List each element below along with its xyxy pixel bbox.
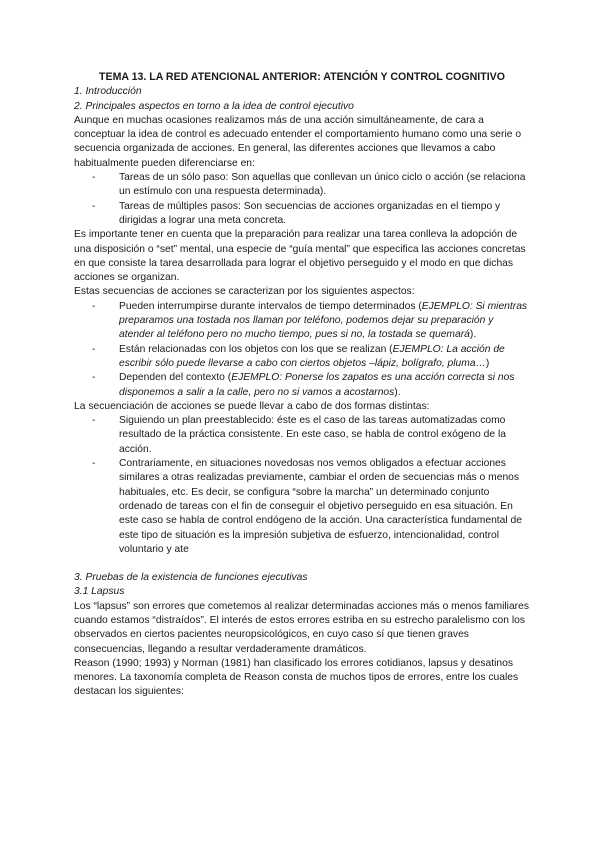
- list-item: - Pueden interrumpirse durante intervalos de tiempo determinados (EJEMPLO: Si mientras preparamos una tostada nos llaman por teléfono, podemos dejar su preparación y atender al teléfono pero no mucho tiempo, pues si no, la tostada se quemará).: [88, 300, 530, 343]
- list-item: - Tareas de múltiples pasos: Son secuencias de acciones organizadas en el tiempo y dirigidas a lograr una meta concreta.: [88, 200, 530, 229]
- task-types-list: [74, 171, 530, 228]
- spacer: [74, 557, 530, 571]
- section-heading-1: 1. Introducción: [74, 86, 142, 98]
- sequencing-forms-list: [74, 414, 530, 557]
- list-item: - Siguiendo un plan preestablecido: éste es el caso de las tareas automatizadas como resultado de la práctica consistente. En este caso, se habla de control exógeno de la acción.: [88, 414, 530, 457]
- list-item: - Tareas de un sólo paso: Son aquellas que conllevan un único ciclo o acción (se relaciona un estímulo con una respuesta determinada).: [88, 171, 530, 200]
- section-heading-3: 3. Pruebas de la existencia de funciones ejecutivas: [74, 572, 308, 584]
- example-text: EJEMPLO: La acción de escribir sólo puede llevarse a cabo con ciertos objetos –lápiz, bolígrafo, pluma…: [119, 343, 505, 369]
- paragraph-2: Es importante tener en cuenta que la preparación para realizar una tarea conlleva la adopción de una disposición o “set” mental, una especie de “guía mental” que especifica las acciones concretas en que consiste la tarea desarrollada para lograr el objetivo perseguido y el modo en que dichas acciones se organizan.: [74, 229, 526, 284]
- document-content: [74, 70, 530, 700]
- list-item: - Dependen del contexto (EJEMPLO: Ponerse los zapatos es una acción correcta si nos disponemos a salir a la calle, pero no si vamos a acostarnos).: [88, 371, 530, 400]
- paragraph-3: Estas secuencias de acciones se caracterizan por los siguientes aspectos:: [74, 286, 415, 298]
- paragraph-6: Reason (1990; 1993) y Norman (1981) han clasificado los errores cotidianos, lapsus y desatinos menores. La taxonomía completa de Reason consta de muchos tipos de errores, entre los cuales destacan los siguientes:: [74, 657, 519, 698]
- list-item: - Están relacionadas con los objetos con los que se realizan (EJEMPLO: La acción de escribir sólo puede llevarse a cabo con ciertos objetos –lápiz, bolígrafo, pluma…): [88, 343, 530, 372]
- example-text: EJEMPLO: Si mientras preparamos una tostada nos llaman por teléfono, podemos dejar su preparación y atender al teléfono pero no mucho tiempo, pues si no, la tostada se quemará: [119, 300, 528, 341]
- paragraph-1: Aunque en muchas ocasiones realizamos más de una acción simultáneamente, de cara a conceptuar la idea de control es adecuado entender el comportamiento humano como una serie o secuencia organizada de acciones. En general, las diferentes acciones que llevamos a cabo habitualmente pueden diferenciarse en:: [74, 114, 522, 169]
- page-title: TEMA 13. LA RED ATENCIONAL ANTERIOR: ATENCIÓN Y CONTROL COGNITIVO: [99, 71, 505, 83]
- paragraph-4: La secuenciación de acciones se puede llevar a cabo de dos formas distintas:: [74, 400, 430, 412]
- paragraph-5: Los “lapsus” son errores que cometemos al realizar determinadas acciones más o menos familiares cuando estamos “distraídos”. El interés de estos errores estriba en su estrecho paralelismo con los observados en ciertos pacientes neuropsicológicos, en cuyo caso sí que tienen graves consecuencias, llegando a resultar verdaderamente dramáticos.: [74, 600, 529, 655]
- section-heading-2: 2. Principales aspectos en torno a la idea de control ejecutivo: [74, 100, 354, 112]
- subsection-heading-3-1: 3.1 Lapsus: [74, 586, 125, 598]
- list-item: - Contrariamente, en situaciones novedosas nos vemos obligados a efectuar acciones similares a otras realizadas previamente, cambiar el orden de secuencias más o menos habituales, etc. Es decir, se configura “sobre la marcha” un determinado conjunto ordenado de tareas con el fin de conseguir el objetivo perseguido en esa situación. En este caso se habla de control endógeno de la acción. Una característica fundamental de este tipo de situación es la impresión subjetiva de esfuerzo, intencionalidad, control voluntario y ate: [88, 457, 530, 557]
- sequence-aspects-list: [74, 300, 530, 400]
- example-text: EJEMPLO: Ponerse los zapatos es una acción correcta si nos disponemos a salir a la calle, pero no si vamos a acostarnos: [119, 372, 515, 398]
